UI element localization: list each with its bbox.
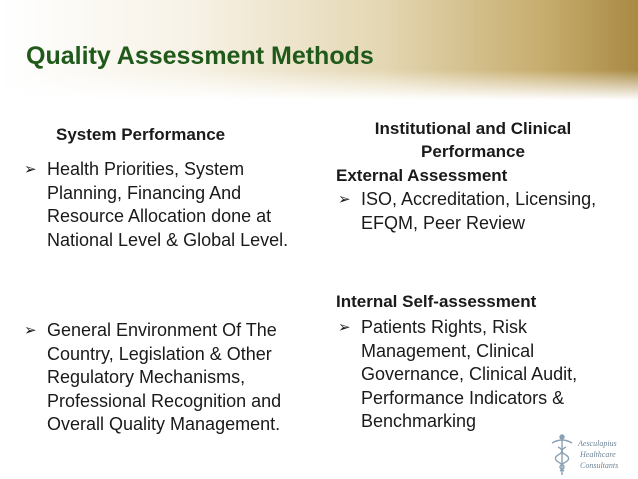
arrow-bullet-icon: ➢ [24, 161, 37, 178]
external-assessment-heading: External Assessment [336, 166, 508, 185]
caduceus-icon [552, 435, 572, 475]
external-bullet-1-text: ISO, Accreditation, Licensing, EFQM, Peer Review [361, 189, 597, 233]
logo-text-line1: Aesculapius [578, 439, 617, 448]
logo-text-line2: Healthcare [580, 450, 616, 459]
left-bullet-1 [24, 158, 304, 252]
left-bullet-1-text: Health Priorities, System Planning, Financing And Resource Allocation done at National Level & Global Level. [47, 159, 289, 250]
right-column-heading: Institutional and Clinical Performance [374, 119, 572, 161]
internal-bullet-1-text: Patients Rights, Risk Management, Clinical Governance, Clinical Audit, Performance Indicators & Benchmarking [361, 317, 578, 431]
internal-assessment-heading: Internal Self-assessment [336, 292, 537, 311]
left-bullet-2 [24, 319, 309, 437]
external-bullet-1 [338, 188, 613, 235]
company-logo [548, 433, 636, 477]
arrow-bullet-icon: ➢ [338, 191, 351, 208]
arrow-bullet-icon: ➢ [24, 322, 37, 339]
slide-title: Quality Assessment Methods [26, 42, 374, 70]
left-column-heading: System Performance [56, 125, 226, 144]
internal-bullet-1 [338, 316, 578, 434]
logo-text-line3: Consultants [580, 461, 619, 470]
left-bullet-2-text: General Environment Of The Country, Legislation & Other Regulatory Mechanisms, Professional Recognition and Overall Quality Management. [47, 320, 282, 434]
header-fade [0, 70, 638, 100]
arrow-bullet-icon: ➢ [338, 319, 351, 336]
